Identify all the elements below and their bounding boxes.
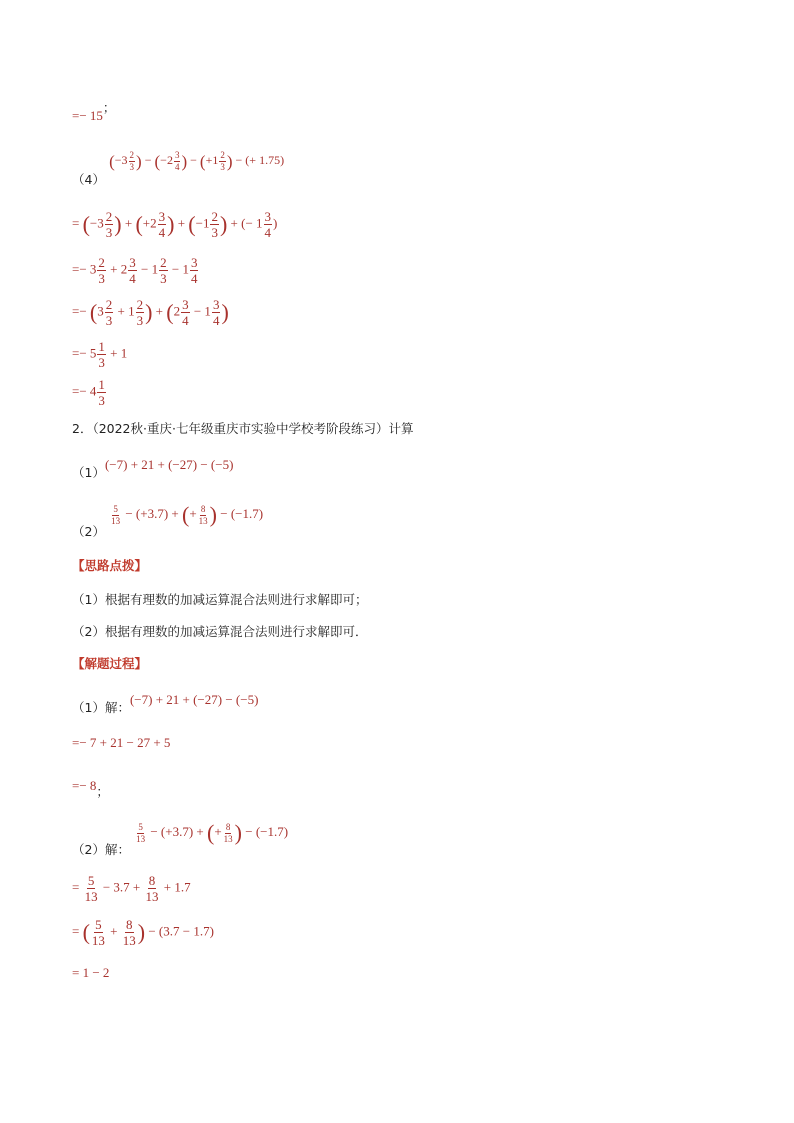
- sub-label: （1）: [72, 465, 105, 480]
- step-line: = ( $\frac{5}{13}$ + $\frac{8}{13}$ ) − (3.7 − 1.7): [72, 917, 214, 948]
- hint-line: （2）根据有理数的加减运算混合法则进行求解即可．: [72, 624, 368, 639]
- math-expression: $\frac{5}{13}$ − (+3.7) + (+ $\frac{8}{13}$ ) − (−1.7): [111, 502, 264, 528]
- hint-header: 【思路点拨】: [72, 558, 148, 573]
- step-line: =− 7 + 21 − 27 + 5: [72, 735, 171, 750]
- solution-label: （2）解：: [72, 842, 130, 857]
- math-expression: (−7) + 21 + (−27) − (−5): [129, 692, 259, 707]
- step-line: = 1 − 2: [72, 965, 110, 980]
- step-line: = (−3 $\frac{2}{3}$ ) + (+2 $\frac{3}{4}$ ) + (−1 $\frac{2}{3}$ ) + (− 1 $\frac{3}{4}$ ): [72, 209, 278, 240]
- step-line: =− 5 $\frac{1}{3}$ + 1: [72, 339, 128, 370]
- punct: ；: [102, 100, 116, 115]
- sub-question-2: [72, 502, 264, 539]
- step-line: [72, 776, 109, 797]
- solution-label: （1）解：: [72, 700, 130, 715]
- punct: ；: [96, 784, 109, 799]
- math-expression: $\frac{5}{13}$ − (+3.7) + (+ $\frac{8}{13}$ ) − (−1.7): [136, 820, 289, 846]
- solution-1: [72, 690, 259, 715]
- question-title: 2．（2022秋·重庆·七年级重庆市实验中学校考阶段练习）计算: [72, 421, 414, 436]
- math-expression: (−3 $\frac{2}{3}$ ) − (−2 $\frac{3}{4}$ ) − (+1 $\frac{2}{3}$ ) − (+ 1.75): [109, 149, 285, 172]
- step-line: =− 3 $\frac{2}{3}$ + 2 $\frac{3}{4}$ − 1 $\frac{2}{3}$ − 1 $\frac{3}{4}$: [72, 255, 198, 286]
- solution-header: 【解题过程】: [72, 656, 148, 671]
- sub-label: （2）: [72, 524, 105, 539]
- solution-2: [72, 820, 289, 857]
- math-text: =− 15: [72, 108, 103, 123]
- step-line: [72, 100, 116, 127]
- step-line: =− 4 $\frac{1}{3}$: [72, 377, 105, 408]
- sub-question-1: [72, 455, 234, 480]
- math-expression: (−7) + 21 + (−27) − (−5): [104, 457, 234, 472]
- step-line: =− (3 $\frac{2}{3}$ + 1 $\frac{2}{3}$ ) + (2 $\frac{3}{4}$ − 1 $\frac{3}{4}$ ): [72, 297, 229, 328]
- step-line: = $\frac{5}{13}$ − 3.7 + $\frac{8}{13}$ + 1.7: [72, 873, 191, 904]
- question-4: [72, 149, 285, 187]
- question-label: （4）: [72, 172, 105, 187]
- math-text: =− 8: [72, 778, 97, 793]
- hint-line: （1）根据有理数的加减运算混合法则进行求解即可；: [72, 592, 368, 607]
